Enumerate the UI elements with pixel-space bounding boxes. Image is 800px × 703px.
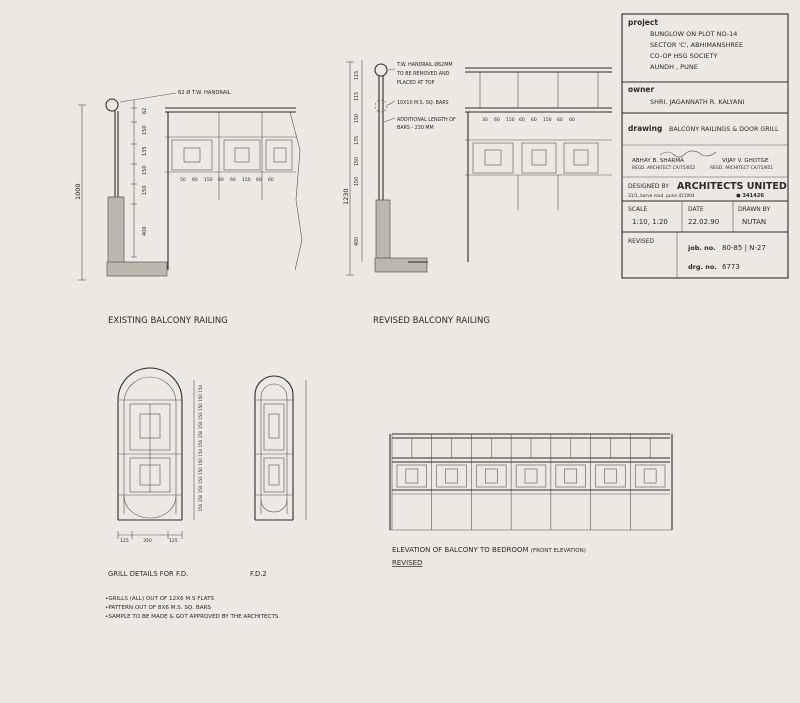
existing-bottom-dim-7: 60 — [256, 178, 262, 183]
grill-side-dim-2: 150 — [198, 394, 203, 402]
elevation-panel-motif — [446, 469, 458, 483]
firm-address: 31/1, karve road, pune 411004 — [628, 194, 695, 199]
project-line-2: SECTOR 'C', ABHIMANSHREE — [650, 41, 744, 49]
balcony-front-elevation — [390, 434, 672, 530]
grill-note-3: •SAMPLE TO BE MADE & GOT APPROVED BY THE ARCHITECTS — [105, 614, 279, 620]
revised-note-1: T.W. HANDRAIL Ø62MM TO BE REMOVED AND PLACED AT TOP — [397, 63, 453, 86]
project-line-3: CO-OP HSG SOCIETY — [650, 52, 718, 60]
existing-railing-elevation — [165, 108, 302, 270]
signatory-2-name: VIJAY V. GHOTGE — [722, 158, 769, 164]
elevation-panel — [635, 465, 665, 487]
grill-title-fd2: F.D.2 — [250, 570, 267, 578]
designed-by-label: DESIGNED BY — [628, 183, 669, 190]
grill-side-dim-8: 150 — [198, 448, 203, 457]
revised-bar-dim-4: 60 — [519, 118, 525, 123]
scale-label: SCALE — [628, 206, 648, 213]
owner-name: SHRI. JAGANNATH R. KALYANI — [650, 98, 745, 106]
firm-phone: ● 341426 — [736, 193, 764, 199]
revised-railing-elevation — [465, 68, 612, 262]
revised-bar-dim-7: 60 — [557, 118, 563, 123]
elevation-panel — [476, 465, 506, 487]
grill-bottom-dim-1: 125 — [120, 539, 129, 544]
elevation-panel-motif — [406, 469, 418, 483]
drawing-heading: drawing — [628, 124, 663, 133]
elevation-panel-motif — [565, 469, 577, 483]
existing-railing-title: EXISTING BALCONY RAILING — [108, 316, 228, 326]
date-value: 22.02.90 — [688, 218, 720, 226]
scale-value: 1:10, 1:20 — [632, 218, 668, 226]
grill-note-2: •PATTERN OUT OF 8X6 M.S. SQ. BARS — [105, 605, 211, 611]
project-line-1: BUNGLOW ON PLOT NO-14 — [650, 30, 738, 38]
job-no-label: job. no. — [688, 244, 716, 252]
revised-bar-dim-5: 60 — [531, 118, 537, 123]
revised-railing-title: REVISED BALCONY RAILING — [373, 316, 490, 326]
elevation-panel — [516, 465, 546, 487]
existing-dim-4: 150 — [142, 165, 148, 175]
elevation-panel-motif — [485, 469, 497, 483]
existing-railing-section — [74, 89, 231, 280]
revised-dim-6: 150 — [355, 176, 360, 186]
grill-side-dim-11: 150 — [198, 476, 203, 484]
signatory-1-name: ABHAY B. SHARMA — [632, 158, 684, 164]
revised-dim-7: 400 — [355, 236, 360, 246]
grill-title-fd: GRILL DETAILS FOR F.D. — [108, 570, 189, 578]
existing-handrail-note: 62 Ø T.W. HANDRAIL — [178, 90, 231, 96]
grill-side-dim-7: 150 — [198, 439, 203, 448]
elevation-panel-motif — [525, 469, 537, 483]
revised-bar-dim-6: 150 — [543, 118, 552, 123]
elevation-title: ELEVATION OF BALCONY TO BEDROOM (FRONT ELEVATION) — [392, 546, 586, 554]
revised-label: REVISED — [628, 238, 655, 245]
title-block — [622, 14, 788, 278]
existing-bottom-dim-1: 50 — [180, 178, 186, 183]
revised-dim-5: 150 — [355, 156, 360, 166]
revised-dim-4: 135 — [355, 135, 360, 145]
existing-dim-1: 62 — [142, 107, 148, 114]
signatory-2-reg: REGD. ARCHITECT CA/75/851 — [710, 166, 774, 171]
elevation-panel — [596, 465, 626, 487]
architect-signature — [660, 151, 716, 157]
existing-dim-3: 135 — [142, 146, 148, 156]
existing-bottom-dim-3: 150 — [204, 178, 213, 183]
drawing-title: BALCONY RAILINGS & DOOR GRILL — [669, 126, 779, 133]
elevation-revised-tag: REVISED — [392, 559, 423, 567]
revised-overall-dim: 1230 — [342, 188, 350, 205]
elevation-panel — [437, 465, 467, 487]
revised-dim-2: 115 — [355, 91, 360, 101]
existing-bottom-dim-6: 150 — [242, 178, 251, 183]
owner-heading: owner — [628, 85, 655, 94]
grill-note-1: •GRILLS (ALL) OUT OF 12X6 M.S FLATS — [105, 596, 215, 602]
grill-side-dim-14: 150 — [198, 503, 204, 512]
revised-bar-dim-3: 150 — [506, 118, 515, 123]
elevation-panel — [397, 465, 427, 487]
existing-overall-dim: 1000 — [74, 183, 82, 200]
drawn-by-value: NUTAN — [742, 218, 767, 226]
existing-bottom-dim-5: 60 — [230, 178, 236, 183]
grill-fd2-detail — [255, 376, 306, 520]
existing-dim-2: 150 — [142, 125, 148, 135]
elevation-panel — [556, 465, 586, 487]
existing-dim-5: 150 — [142, 185, 148, 195]
grill-bottom-dim-2: 350 — [143, 539, 152, 544]
grill-side-dim-13: 150 — [198, 494, 203, 503]
grill-side-dim-5: 150 — [198, 421, 203, 430]
revised-dim-3: 150 — [355, 113, 360, 123]
grill-fd-detail — [118, 368, 203, 544]
grill-side-dim-3: 150 — [198, 403, 203, 411]
drawn-by-label: DRAWN BY — [738, 206, 771, 213]
grill-side-dim-6: 150 — [198, 430, 203, 439]
project-line-4: AUNDH , PUNE — [650, 63, 698, 71]
revised-note-2: 10X10 M.S. SQ. BARS — [397, 101, 449, 106]
grill-side-dim-12: 150 — [198, 485, 203, 494]
grill-side-dim-1: 150 — [198, 384, 203, 393]
grill-bottom-dim-3: 125 — [169, 539, 178, 544]
existing-bottom-dim-2: 60 — [192, 178, 198, 183]
revised-railing-section — [342, 60, 457, 275]
revised-bar-dim-1: 30 — [482, 118, 488, 123]
revised-note-3: ADDITIONAL LENGTH OF BARS - 230 MM — [397, 118, 456, 131]
drg-no-value: 6773 — [722, 263, 740, 271]
existing-bottom-dim-4: 60 — [218, 178, 224, 183]
revised-bar-dim-2: 60 — [494, 118, 500, 123]
existing-bottom-dim-8: 60 — [268, 178, 274, 183]
revised-dim-1: 115 — [355, 70, 360, 80]
project-heading: project — [628, 18, 658, 27]
signatory-1-reg: REGD. ARCHITECT CA/75/852 — [632, 166, 696, 171]
elevation-panel-motif — [644, 469, 656, 483]
job-no-value: 80-85 | N-27 — [722, 244, 766, 252]
drg-no-label: drg. no. — [688, 263, 717, 271]
elevation-panel-motif — [604, 469, 616, 483]
grill-side-dim-9: 150 — [198, 458, 203, 466]
grill-side-dims — [198, 384, 203, 511]
revised-bar-dim-8: 60 — [569, 118, 575, 123]
date-label: DATE — [688, 206, 704, 213]
elevation-pattern — [392, 434, 665, 530]
firm-name: ARCHITECTS UNITED — [677, 181, 787, 192]
existing-dim-6: 400 — [142, 226, 148, 236]
grill-side-dim-10: 150 — [198, 467, 203, 475]
grill-side-dim-4: 150 — [198, 412, 203, 420]
